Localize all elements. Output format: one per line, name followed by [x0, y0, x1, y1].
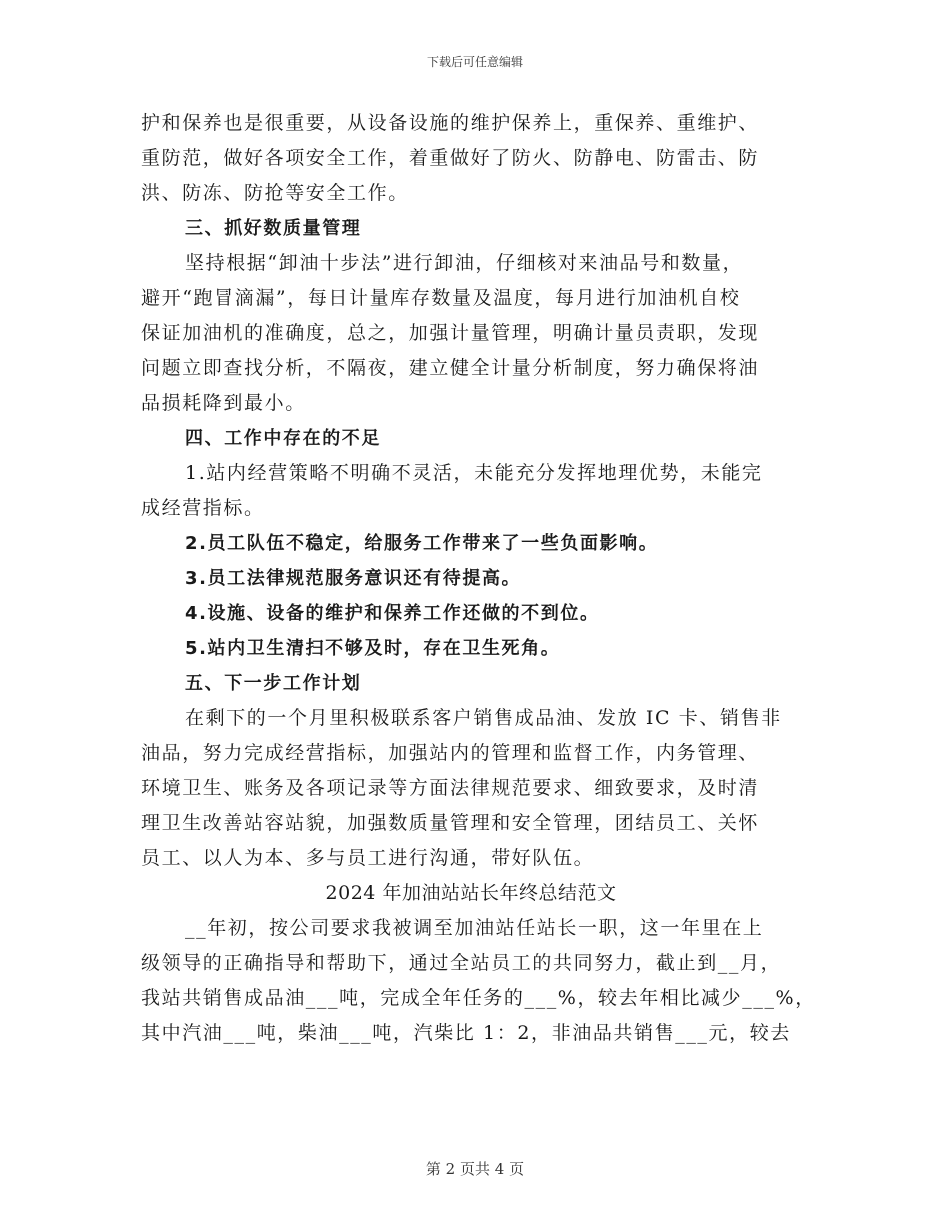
- text-line: 油品，努力完成经营指标，加强站内的管理和监督工作，内务管理、: [141, 742, 760, 764]
- text-line: 级领导的正确指导和帮助下，通过全站员工的共同努力，截止到__月，: [141, 952, 782, 974]
- text-line: 我站共销售成品油___吨，完成全年任务的___%，较去年相比减少___%，: [141, 987, 816, 1009]
- list-item: 3.员工法律规范服务意识还有待提高。: [185, 568, 522, 589]
- text-line: 问题立即查找分析，不隔夜，建立健全计量分析制度，努力确保将油: [141, 357, 760, 379]
- text-line: 成经营指标。: [141, 497, 265, 519]
- list-item: 2.员工队伍不稳定，给服务工作带来了一些负面影响。: [185, 533, 659, 554]
- text-line: 其中汽油___吨，柴油___吨，汽柴比 1：2，非油品共销售___元，较去: [141, 1022, 791, 1044]
- section-heading: 五、下一步工作计划: [185, 673, 362, 694]
- section-heading: 三、抓好数质量管理: [185, 218, 362, 239]
- document-body: [141, 106, 816, 1051]
- text-line: __年初，按公司要求我被调至加油站任站长一职，这一年里在上: [185, 917, 764, 939]
- text-line: 洪、防冻、防抢等安全工作。: [141, 182, 409, 204]
- text-line: 重防范，做好各项安全工作，着重做好了防火、防静电、防雷击、防: [141, 147, 760, 169]
- text-line: 员工、以人为本、多与员工进行沟通，带好队伍。: [141, 847, 595, 869]
- text-line: 护和保养也是很重要，从设备设施的维护保养上，重保养、重维护、: [141, 112, 760, 134]
- text-line: 品损耗降到最小。: [141, 392, 306, 414]
- text-line: 理卫生改善站容站貌，加强数质量管理和安全管理，团结员工、关怀: [141, 812, 760, 834]
- document-title: 2024 年加油站站长年终总结范文: [325, 882, 617, 904]
- text-line: 在剩下的一个月里积极联系客户销售成品油、发放 IC 卡、销售非: [185, 707, 782, 729]
- list-item: 4.设施、设备的维护和保养工作还做的不到位。: [185, 603, 600, 624]
- text-line: 坚持根据“卸油十步法”进行卸油，仔细核对来油品号和数量，: [185, 252, 744, 274]
- section-heading: 四、工作中存在的不足: [185, 428, 381, 449]
- page-header: 下载后可任意编辑: [426, 55, 523, 69]
- text-line: 1.站内经营策略不明确不灵活，未能充分发挥地理优势，未能完: [185, 462, 763, 484]
- page-footer: 第 2 页共 4 页: [425, 1160, 525, 1178]
- text-line: 保证加油机的准确度，总之，加强计量管理，明确计量员责职，发现: [141, 322, 760, 344]
- text-line: 避开“跑冒滴漏”，每日计量库存数量及温度，每月进行加油机自校: [141, 287, 741, 309]
- text-line: 环境卫生、账务及各项记录等方面法律规范要求、细致要求，及时清: [141, 777, 760, 799]
- list-item: 5.站内卫生清扫不够及时，存在卫生死角。: [185, 638, 561, 659]
